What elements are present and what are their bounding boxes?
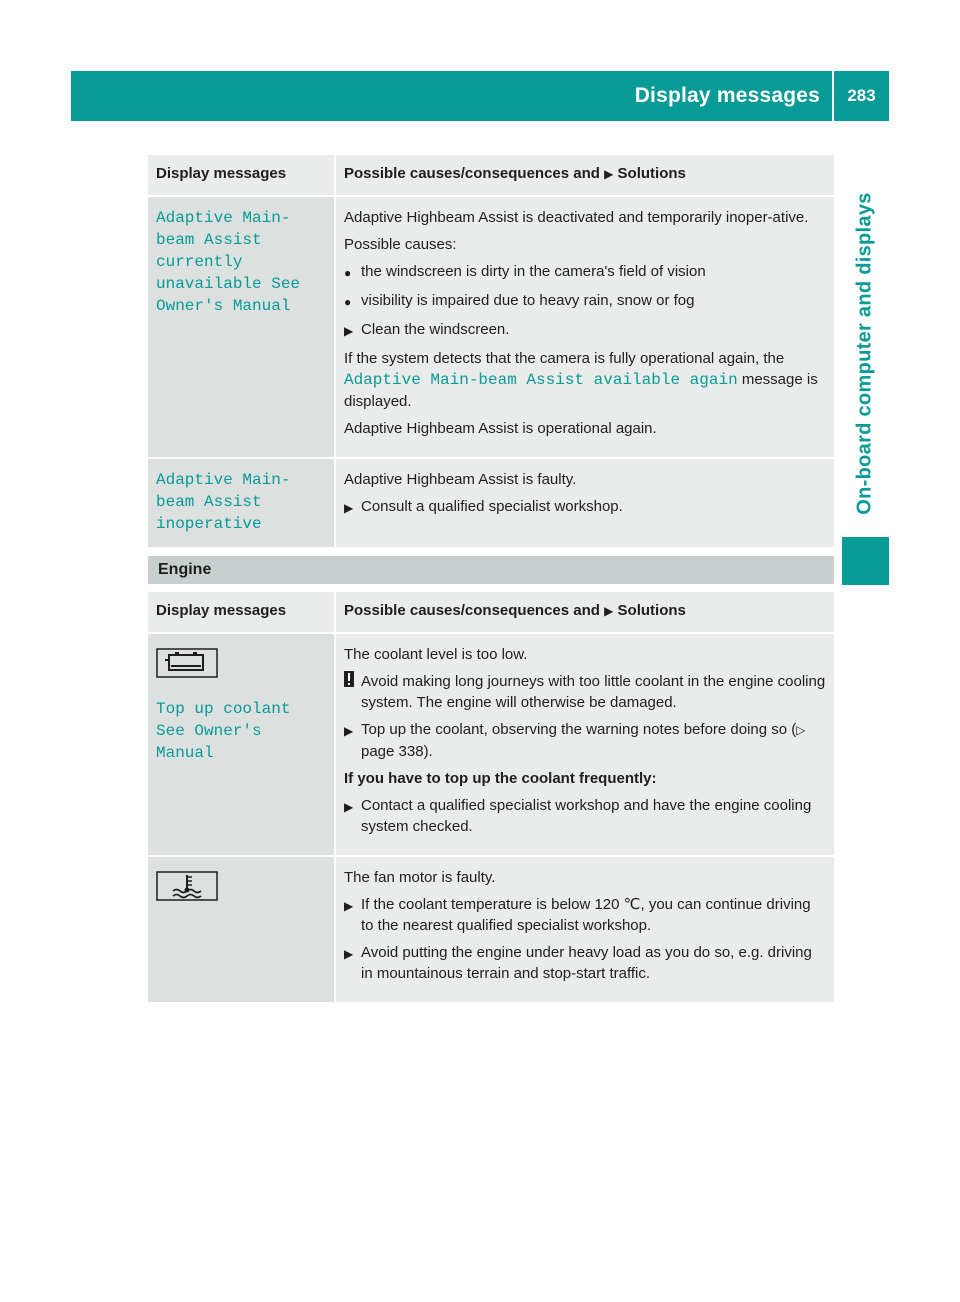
- display-message-text: Top up coolant See Owner's Manual: [156, 700, 291, 762]
- step-text: Clean the windscreen.: [361, 321, 510, 338]
- message-cell: [148, 458, 335, 548]
- step-text: Avoid putting the engine under heavy load as you do so, e.g. driving in mountainous terrain and stop-start traffic.: [361, 944, 812, 982]
- step-arrow-icon: ▶: [344, 899, 354, 913]
- step-arrow-icon: ▶: [344, 947, 354, 961]
- paragraph: The fan motor is faulty.: [344, 869, 496, 886]
- list-item: [344, 290, 826, 313]
- solution-cell: [335, 196, 834, 458]
- column-header-causes: [335, 155, 834, 196]
- table-row: [148, 196, 834, 458]
- section-title: Engine: [158, 561, 212, 578]
- solution-cell: [335, 633, 834, 856]
- coolant-temperature-icon: [156, 871, 326, 907]
- display-message-text: Adaptive Main-beam Assist currently unavailable See Owner's Manual: [156, 209, 301, 315]
- bullet-icon: ●: [344, 295, 352, 309]
- section-header-engine: [148, 556, 834, 584]
- page-reference-icon: ▷: [796, 723, 806, 737]
- paragraph: Adaptive Highbeam Assist is deactivated and temporarily inoper-ative.: [344, 209, 809, 226]
- paragraph: Adaptive Highbeam Assist is faulty.: [344, 471, 577, 488]
- message-cell: [148, 196, 335, 458]
- step-text: Consult a qualified specialist workshop.: [361, 498, 623, 515]
- step-text: [361, 719, 826, 762]
- column-header-display-messages: Display messages: [148, 592, 335, 633]
- action-step: [344, 894, 826, 936]
- list-item: [344, 261, 826, 284]
- table-row: [148, 856, 834, 1003]
- list-item-text: visibility is impaired due to heavy rain, snow or fog: [361, 292, 695, 309]
- action-step: [344, 795, 826, 837]
- step-arrow-icon: ▶: [344, 324, 354, 338]
- table-row: [148, 458, 834, 548]
- step-text: Contact a qualified specialist workshop and have the engine cooling system checked.: [361, 797, 812, 835]
- column-header-solutions-label: Solutions: [617, 165, 686, 182]
- column-header-display-messages: Display messages: [148, 155, 335, 196]
- warning-note: [344, 671, 826, 713]
- paragraph: [344, 348, 826, 412]
- warning-exclamation-icon: [344, 671, 361, 713]
- step-text-part: Top up the coolant, observing the warning notes before doing so (: [361, 721, 797, 738]
- bullet-icon: ●: [344, 266, 352, 280]
- action-step: [344, 942, 826, 984]
- column-header-causes-label: Possible causes/consequences and: [344, 165, 600, 182]
- message-cell: [148, 633, 335, 856]
- paragraph: Possible causes:: [344, 236, 457, 253]
- display-message-text: Adaptive Main-beam Assist inoperative: [156, 471, 291, 533]
- action-step: [344, 719, 826, 762]
- table-row: [148, 633, 834, 856]
- paragraph: Adaptive Highbeam Assist is operational again.: [344, 420, 657, 437]
- column-header-causes-label: Possible causes/consequences and: [344, 602, 600, 619]
- page-number: 283: [847, 86, 876, 105]
- paragraph-text: If the system detects that the camera is fully operational again, the: [344, 350, 785, 367]
- page-reference-link[interactable]: page 338).: [361, 743, 433, 760]
- chapter-side-tab: [842, 121, 889, 586]
- page-title: Display messages: [634, 84, 820, 107]
- table-header-row: [148, 592, 834, 633]
- step-text: If the coolant temperature is below 120 ℃, you can continue driving to the nearest qualified specialist workshop.: [361, 896, 811, 934]
- step-arrow-icon: ▶: [344, 724, 354, 738]
- step-arrow-icon: ▶: [344, 501, 354, 515]
- column-header-solutions-label: Solutions: [617, 602, 686, 619]
- coolant-level-icon: [156, 648, 326, 684]
- solution-cell: [335, 458, 834, 548]
- solution-cell: [335, 856, 834, 1003]
- warning-text: Avoid making long journeys with too little coolant in the engine cooling system. The engine will otherwise be damaged.: [361, 673, 826, 711]
- table-header-row: [148, 155, 834, 196]
- display-message-inline: Adaptive Main-beam Assist available again: [344, 371, 738, 389]
- play-arrow-icon: ▶: [604, 604, 614, 618]
- list-item-text: the windscreen is dirty in the camera's field of vision: [361, 263, 706, 280]
- play-arrow-icon: ▶: [604, 167, 614, 181]
- message-cell: [148, 856, 335, 1003]
- display-messages-table-lights: [148, 155, 834, 549]
- paragraph-text: message is displayed.: [344, 371, 818, 410]
- chapter-label: On-board computer and displays: [854, 192, 877, 515]
- column-header-causes: [335, 592, 834, 633]
- page-header: [71, 71, 889, 121]
- paragraph: The coolant level is too low.: [344, 646, 528, 663]
- display-messages-table-engine: [148, 592, 834, 1004]
- chapter-marker: [842, 537, 889, 585]
- step-arrow-icon: ▶: [344, 800, 354, 814]
- action-step: [344, 319, 826, 342]
- bold-heading: If you have to top up the coolant frequently:: [344, 770, 657, 787]
- action-step: [344, 496, 826, 519]
